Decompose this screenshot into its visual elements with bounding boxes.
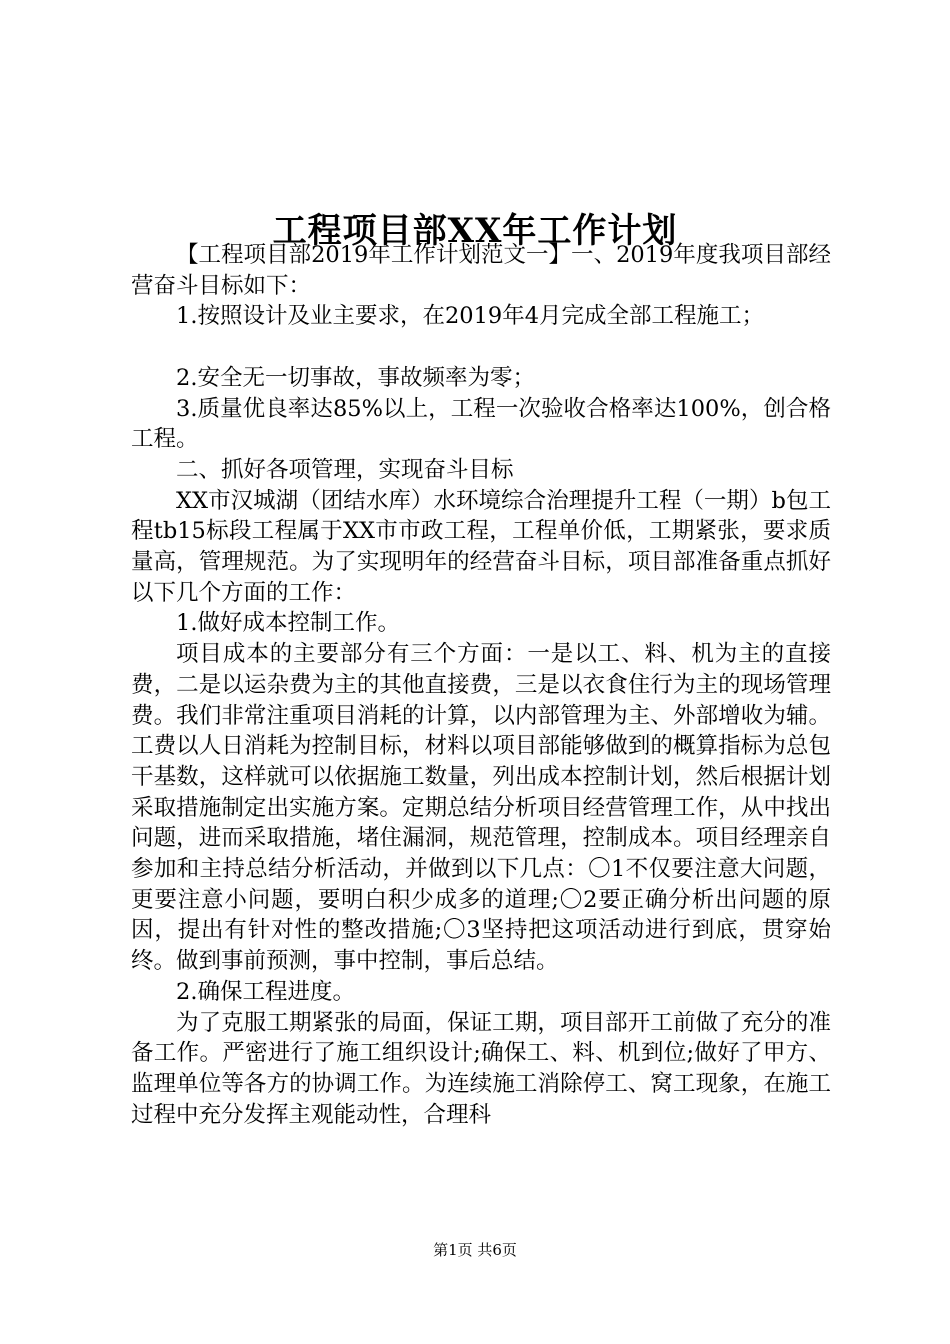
paragraph-intro: 【工程项目部2019年工作计划范文一】一、2019年度我项目部经营奋斗目标如下： — [131, 242, 831, 299]
paragraph-project-overview: XX市汉城湖（团结水库）水环境综合治理提升工程（一期）b包工程tb15标段工程属于XX市市政工程，工程单价低，工期紧张，要求质量高，管理规范。为了实现明年的经营奋斗目标，项目部准备重点抓好以下几个方面的工作： — [131, 487, 831, 606]
paragraph-goal-2: 2.安全无一切事故，事故频率为零； — [176, 364, 535, 391]
paragraph-cost-control: 项目成本的主要部分有三个方面：一是以工、料、机为主的直接费，二是以运杂费为主的其他直接费，三是以衣食住行为主的现场管理费。我们非常注重项目消耗的计算，以内部管理为主、外部增收为辅。工费以人日消耗为控制目标，材料以项目部能够做到的概算指标为总包干基数，这样就可以依据施工数量，列出成本控制计划，然后根据计划采取措施制定出实施方案。定期总结分析项目经营管理工作，从中找出问题，进而采取措施，堵住漏洞，规范管理，控制成本。项目经理亲自参加和主持总结分析活动，并做到以下几点：〇1不仅要注意大问题，更要注意小问题，要明白积少成多的道理;〇2要正确分析出问题的原因，提出有针对性的整改措施;〇3坚持把这项活动进行到底，贯穿始终。做到事前预测，事中控制，事后总结。 — [131, 641, 831, 975]
subheading-cost-control: 1.做好成本控制工作。 — [176, 610, 400, 637]
document-title: 工程项目部XX年工作计划 — [272, 210, 678, 251]
page-footer: 第1页 共6页 — [433, 1241, 517, 1259]
paragraph-goal-3: 3.质量优良率达85%以上，工程一次验收合格率达100%，创合格工程。 — [131, 395, 831, 453]
section-heading-management: 二、抓好各项管理，实现奋斗目标 — [176, 456, 514, 483]
paragraph-schedule: 为了克服工期紧张的局面，保证工期，项目部开工前做了充分的准备工作。严密进行了施工组织设计;确保工、料、机到位;做好了甲方、监理单位等各方的协调工作。为连续施工消除停工、窝工现象，在施工过程中充分发挥主观能动性，合理科 — [131, 1009, 831, 1128]
document-body — [131, 240, 831, 1130]
subheading-schedule: 2.确保工程进度。 — [176, 978, 355, 1005]
paragraph-goal-1: 1.按照设计及业主要求，在2019年4月完成全部工程施工； — [176, 303, 765, 330]
